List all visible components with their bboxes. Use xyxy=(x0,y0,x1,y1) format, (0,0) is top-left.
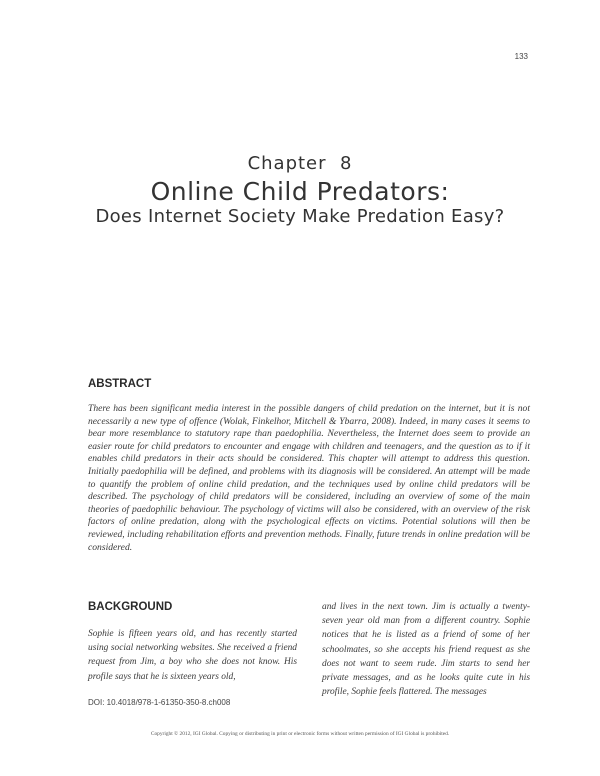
page-number: 133 xyxy=(514,52,528,61)
chapter-title: Online Child Predators: xyxy=(150,177,450,206)
abstract-text: There has been significant media interest in the possible dangers of child predation on the internet, but it is not necessarily a new type of offence (Wolak, Finkelhor, Mitchell & Ybarra, 2008). Indeed, in many cases it seems to bear more resemblance to statutory rape than paedophilia. Nevertheless, the Internet does seem to provide an easier route for child predators to encounter and engage with children and teenagers, and the question as to if it enables child predators in their acts should be considered. This chapter will attempt to address this question. Initially paedophilia will be defined, and problems with its diagnosis will be considered. An attempt will be made to quantify the problem of online child predation, and the techniques used by online child predators will be described. The psychology of child predators will be considered, including an overview of some of the main theories of paedophilic behaviour. The psychology of victims will also be considered, with an overview of the risk factors of online predation, along with the psychological effects on victims. Potential solutions will then be reviewed, including rehabilitation efforts and prevention methods. Finally, future trends in online predation will be considered. xyxy=(88,403,530,553)
background-text-left-column: Sophie is fifteen years old, and has recently started using social networking websites. She received a friend request from Jim, a boy who she does not know. His profile says that he is sixteen years old, xyxy=(88,629,297,682)
copyright-notice: Copyright © 2012, IGI Global. Copying or distributing in print or electronic forms without written permission of IGI Global is prohibited. xyxy=(150,731,450,737)
chapter-subtitle: Does Internet Society Make Predation Easy? xyxy=(95,206,505,227)
abstract-heading: ABSTRACT xyxy=(88,378,152,390)
doi-label: DOI: 10.4018/978-1-61350-350-8.ch008 xyxy=(88,698,231,707)
chapter-label: Chapter 8 xyxy=(247,153,353,174)
chapter-header xyxy=(0,153,600,227)
background-text-right-column: and lives in the next town. Jim is actually a twenty-seven year old man from a different country. Sophie notices that he is listed as a friend of some of her schoolmates, so she accepts his friend request as she does not want to seem rude. Jim starts to send her private messages, and as he looks quite cute in his profile, Sophie feels flattered. The messages xyxy=(322,602,530,698)
background-heading: BACKGROUND xyxy=(88,601,173,613)
